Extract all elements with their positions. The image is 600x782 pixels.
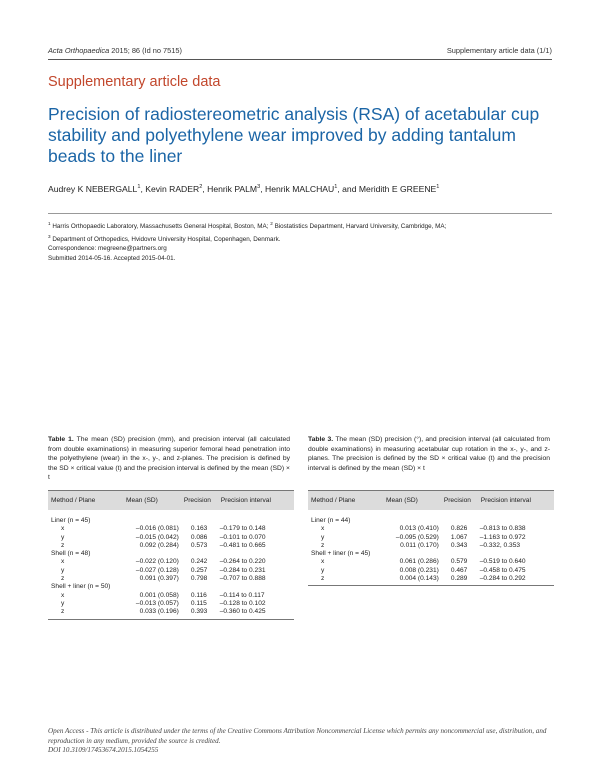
- table-group-row: [308, 517, 554, 525]
- author: Henrik MALCHAU: [265, 184, 335, 194]
- precision-cell: 1.067: [450, 533, 468, 541]
- author-affiliation-mark: 3: [257, 184, 261, 191]
- plane-cell: x: [61, 558, 65, 566]
- interval-cell: –0.264 to 0.220: [219, 558, 266, 566]
- affiliation-divider: [48, 213, 552, 214]
- precision-cell: 0.116: [190, 591, 207, 599]
- table-group-row: [48, 550, 294, 558]
- mean-sd-cell: 0.061 (0.286): [399, 558, 439, 566]
- mean-sd-cell: –0.027 (0.128): [135, 566, 179, 574]
- affiliation-line: $^3$ Department of Orthopedics, Hvidovre University Hospital, Copenhagen, Denmark.: [48, 233, 281, 243]
- table-row: [48, 600, 294, 608]
- table-row: [308, 558, 554, 566]
- plane-cell: x: [61, 591, 65, 599]
- table-row: [308, 525, 554, 533]
- article-title: Precision of radiostereometric analysis (RSA) of acetabular cup stability and polyethylene wear improved by adding tantalum beads to the liner: [48, 104, 540, 166]
- mean-sd-cell: 0.091 (0.397): [139, 575, 179, 583]
- mean-sd-cell: 0.008 (0.231): [399, 566, 439, 574]
- table-group-row: [48, 583, 294, 591]
- mean-sd-cell: 0.033 (0.196): [112, 608, 181, 619]
- interval-cell: –0.360 to 0.425: [218, 608, 294, 619]
- affiliation-line: $^1$ Harris Orthopaedic Laboratory, Massachusetts General Hospital, Boston, MA; $^2$ Biostatistics Department, Harvard University, Cambridge, MA;: [48, 221, 447, 231]
- table-header-row: [48, 491, 294, 510]
- plane-cell: y: [61, 599, 65, 607]
- column-header: Mean (SD): [112, 491, 181, 510]
- header-divider: [48, 59, 552, 60]
- author-list: Audrey K NEBERGALL$^1$, Kevin RADER$^2$, Henrik PALM$^3$, Henrik MALCHAU$^1$, and Meridith E GREENE$^1$: [48, 184, 440, 194]
- precision-cell: 0.163: [190, 525, 208, 533]
- precision-cell: 0.826: [450, 525, 468, 533]
- table-group-row: [48, 517, 294, 525]
- interval-cell: –0.481 to 0.665: [219, 541, 266, 549]
- author-affiliation-mark: 1: [137, 184, 141, 191]
- plane-cell: x: [321, 525, 325, 533]
- plane-cell: z: [61, 541, 65, 549]
- table3: [308, 490, 554, 586]
- interval-cell: –0.114 to 0.117: [219, 591, 265, 599]
- table1-caption: Table 1. The mean (SD) precision (mm), and precision interval (all calculated from double examinations) in measuring superior femoral head penetration into the polyethylene (wear) in the x-, y-, and z-planes. The precision is defined by the SD × critical value (t) and the precision interval is defined by the mean (SD) × t: [48, 436, 290, 482]
- author-affiliation-mark: 1: [436, 184, 440, 191]
- interval-cell: –0.519 to 0.640: [479, 558, 526, 566]
- table-row: [308, 534, 554, 542]
- interval-cell: –1.163 to 0.972: [479, 533, 526, 541]
- interval-cell: –0.284 to 0.231: [219, 566, 266, 574]
- interval-cell: –0.707 to 0.888: [219, 575, 266, 583]
- precision-cell: 0.086: [190, 533, 208, 541]
- mean-sd-cell: –0.022 (0.120): [135, 558, 179, 566]
- journal-name: Acta Orthopaedica: [48, 46, 110, 55]
- plane-cell: x: [321, 558, 325, 566]
- plane-cell: y: [321, 533, 325, 541]
- column-header: Precision: [181, 491, 218, 510]
- column-header: Precision: [441, 491, 478, 510]
- author: Kevin RADER: [145, 184, 200, 194]
- precision-cell: 0.467: [450, 566, 468, 574]
- mean-sd-cell: 0.001 (0.058): [139, 591, 179, 599]
- interval-cell: –0.458 to 0.475: [479, 566, 526, 574]
- mean-sd-cell: 0.092 (0.284): [139, 541, 179, 549]
- plane-cell: z: [48, 608, 112, 619]
- precision-cell: 0.242: [190, 558, 208, 566]
- table-row: [48, 608, 294, 619]
- column-header: Method / Plane: [48, 491, 112, 510]
- plane-cell: z: [321, 541, 325, 549]
- column-header: Mean (SD): [372, 491, 441, 510]
- table3-caption: Table 3. The mean (SD) precision (°), and precision interval (all calculated from double examinations) in measuring acetabular cup rotation in the x-, y-, and z-planes. The precision is defined by the SD × critical value (t) and the precision interval is defined by the mean (SD) × t: [308, 436, 550, 472]
- author-affiliation-mark: 1: [334, 184, 338, 191]
- license-text: Open Access - This article is distributed under the terms of the Creative Commons Attribution Noncommercial License which permits any noncommercial use, distribution, and reproduction in any medium, provided the source is credited.: [48, 727, 547, 745]
- plane-cell: z: [61, 575, 65, 583]
- table-row: [48, 567, 294, 575]
- plane-cell: y: [61, 566, 65, 574]
- table-row: [308, 567, 554, 575]
- table-row: [48, 525, 294, 533]
- license-footer: [48, 727, 558, 756]
- group-label: Liner (n = 44): [311, 517, 351, 524]
- doi: DOI 10.3109/17453674.2015.1054255: [48, 746, 159, 754]
- author: Henrik PALM: [207, 184, 258, 194]
- plane-cell: y: [61, 533, 65, 541]
- mean-sd-cell: 0.013 (0.410): [399, 525, 439, 533]
- table-row: [48, 558, 294, 566]
- table-row: [48, 542, 294, 550]
- interval-cell: –0.179 to 0.148: [219, 525, 266, 533]
- table-group-row: [308, 550, 554, 558]
- precision-cell: 0.579: [450, 558, 468, 566]
- plane-cell: y: [321, 566, 325, 574]
- interval-cell: –0.128 to 0.102: [219, 599, 266, 607]
- mean-sd-cell: –0.015 (0.042): [135, 533, 179, 541]
- mean-sd-cell: –0.016 (0.081): [135, 525, 179, 533]
- precision-cell: 0.573: [190, 541, 208, 549]
- precision-cell: 0.343: [450, 541, 468, 549]
- table-row: [308, 575, 554, 586]
- column-header: Precision interval: [478, 491, 554, 510]
- mean-sd-cell: 0.011 (0.170): [400, 541, 439, 549]
- running-header-citation: [48, 46, 182, 55]
- author-affiliation-mark: 2: [199, 184, 203, 191]
- correspondence: Correspondence: megreene@partners.org: [48, 245, 167, 253]
- plane-cell: x: [61, 525, 65, 533]
- interval-cell: –0.332, 0.353: [479, 541, 521, 549]
- column-header: Method / Plane: [308, 491, 372, 510]
- group-label: Shell (n = 48): [51, 550, 91, 558]
- mean-sd-cell: –0.095 (0.529): [395, 533, 439, 541]
- mean-sd-cell: 0.004 (0.143): [372, 575, 441, 586]
- running-header-page: Supplementary article data (1/1): [446, 46, 552, 55]
- table-row: [48, 592, 294, 600]
- submission-dates: Submitted 2014-05-16. Accepted 2015-04-01.: [48, 254, 176, 262]
- citation-details: 2015; 86 (Id no 7515): [109, 46, 182, 55]
- column-header: Precision interval: [218, 491, 294, 510]
- group-label: Shell + liner (n = 50): [51, 583, 111, 591]
- precision-cell: 0.257: [190, 566, 208, 574]
- table1: [48, 490, 294, 620]
- precision-cell: 0.115: [190, 599, 207, 607]
- table-header-row: [308, 491, 554, 510]
- table-row: [308, 542, 554, 550]
- group-label: Liner (n = 45): [51, 517, 91, 524]
- precision-cell: 0.393: [181, 608, 218, 619]
- author: Audrey K NEBERGALL: [48, 184, 138, 194]
- precision-cell: 0.289: [441, 575, 478, 586]
- section-label: Supplementary article data: [48, 74, 221, 90]
- interval-cell: –0.813 to 0.838: [479, 525, 526, 533]
- group-label: Shell + liner (n = 45): [311, 550, 371, 558]
- interval-cell: –0.284 to 0.292: [478, 575, 554, 586]
- precision-cell: 0.798: [190, 575, 208, 583]
- plane-cell: z: [308, 575, 372, 586]
- interval-cell: –0.101 to 0.070: [219, 533, 266, 541]
- table-row: [48, 575, 294, 583]
- affiliations: [48, 219, 568, 264]
- mean-sd-cell: –0.013 (0.057): [135, 599, 179, 607]
- table-row: [48, 534, 294, 542]
- author: Meridith E GREENE: [358, 184, 437, 194]
